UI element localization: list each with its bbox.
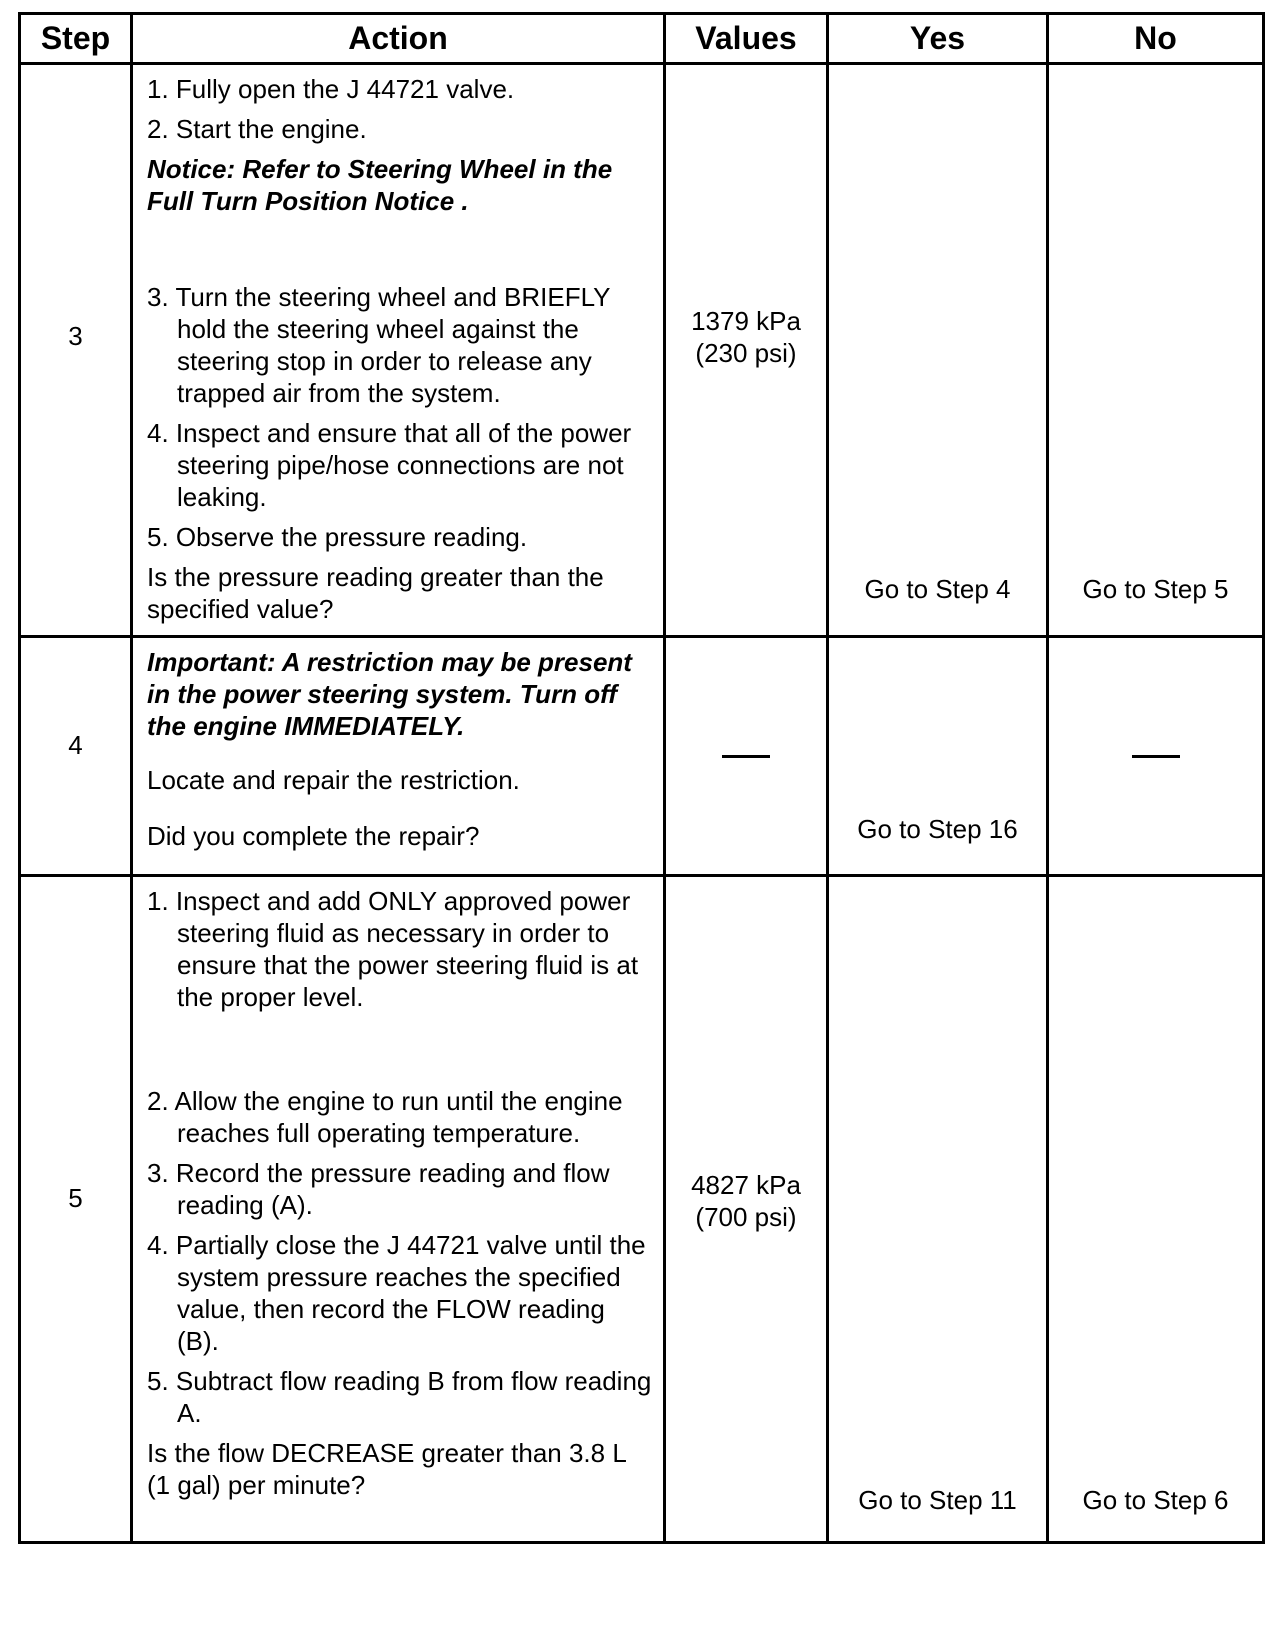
action-cell: [132, 637, 665, 876]
no-cell: [1048, 64, 1264, 637]
no-goto-link[interactable]: Go to Step 5: [1082, 574, 1229, 604]
yes-goto-link[interactable]: Go to Step 11: [858, 1485, 1017, 1515]
action-text: 3. Record the pressure reading and flow reading (A).: [147, 1158, 610, 1220]
value-imperial: (700 psi): [695, 1202, 797, 1232]
header-no: No: [1048, 14, 1264, 64]
notice-text: Notice: Refer to Steering Wheel in the Full Turn Position Notice .: [147, 154, 613, 216]
action-text: 4. Partially close the J 44721 valve until the system pressure reaches the specified value, then record the FLOW reading (B).: [147, 1230, 646, 1356]
yes-goto-link[interactable]: Go to Step 4: [864, 574, 1011, 604]
yes-cell: [828, 876, 1048, 1543]
question-text: Is the flow DECREASE greater than 3.8 L (1 gal) per minute?: [147, 1438, 626, 1500]
action-cell: [132, 64, 665, 637]
table-row: [20, 64, 1264, 637]
no-goto-link[interactable]: Go to Step 6: [1082, 1485, 1229, 1515]
header-values: Values: [665, 14, 828, 64]
action-cell: [132, 876, 665, 1543]
header-row: [20, 14, 1264, 64]
action-text: 5. Subtract flow reading B from flow reading A.: [147, 1366, 652, 1428]
values-cell: [665, 637, 828, 876]
no-cell: [1048, 876, 1264, 1543]
action-text: Locate and repair the restriction.: [147, 765, 520, 795]
header-step: Step: [20, 14, 132, 64]
step-cell: [20, 64, 132, 637]
values-dash: [722, 755, 770, 758]
step-number: 5: [68, 1183, 83, 1213]
header-yes: Yes: [828, 14, 1048, 64]
value-imperial: (230 psi): [695, 338, 797, 368]
diagnostic-table: [18, 12, 1265, 1544]
question-text: Did you complete the repair?: [147, 821, 480, 851]
action-text: 1. Fully open the J 44721 valve.: [147, 74, 515, 104]
important-text: Important: A restriction may be present in the power steering system. Turn off the engine IMMEDIATELY.: [147, 647, 632, 741]
action-text: 5. Observe the pressure reading.: [147, 522, 528, 552]
values-cell: [665, 64, 828, 637]
action-text: 4. Inspect and ensure that all of the power steering pipe/hose connections are not leaking.: [147, 418, 632, 512]
no-dash: [1132, 755, 1180, 758]
header-action: Action: [132, 14, 665, 64]
yes-cell: [828, 64, 1048, 637]
yes-cell: [828, 637, 1048, 876]
table-row: [20, 876, 1264, 1543]
values-cell: [665, 876, 828, 1543]
yes-goto-link[interactable]: Go to Step 16: [857, 814, 1018, 844]
action-text: 3. Turn the steering wheel and BRIEFLY hold the steering wheel against the steering stop in order to release any trapped air from the system.: [147, 282, 610, 408]
step-cell: [20, 637, 132, 876]
action-text: 2. Start the engine.: [147, 114, 367, 144]
step-cell: [20, 876, 132, 1543]
action-text: 2. Allow the engine to run until the engine reaches full operating temperature.: [147, 1086, 623, 1148]
value-metric: 1379 kPa: [691, 306, 801, 336]
step-number: 4: [68, 730, 83, 760]
table-row: [20, 637, 1264, 876]
value-metric: 4827 kPa: [691, 1170, 801, 1200]
no-cell: [1048, 637, 1264, 876]
question-text: Is the pressure reading greater than the specified value?: [147, 562, 604, 624]
step-number: 3: [68, 321, 83, 351]
action-text: 1. Inspect and add ONLY approved power steering fluid as necessary in order to ensure that the power steering fluid is at the proper level.: [147, 886, 639, 1012]
